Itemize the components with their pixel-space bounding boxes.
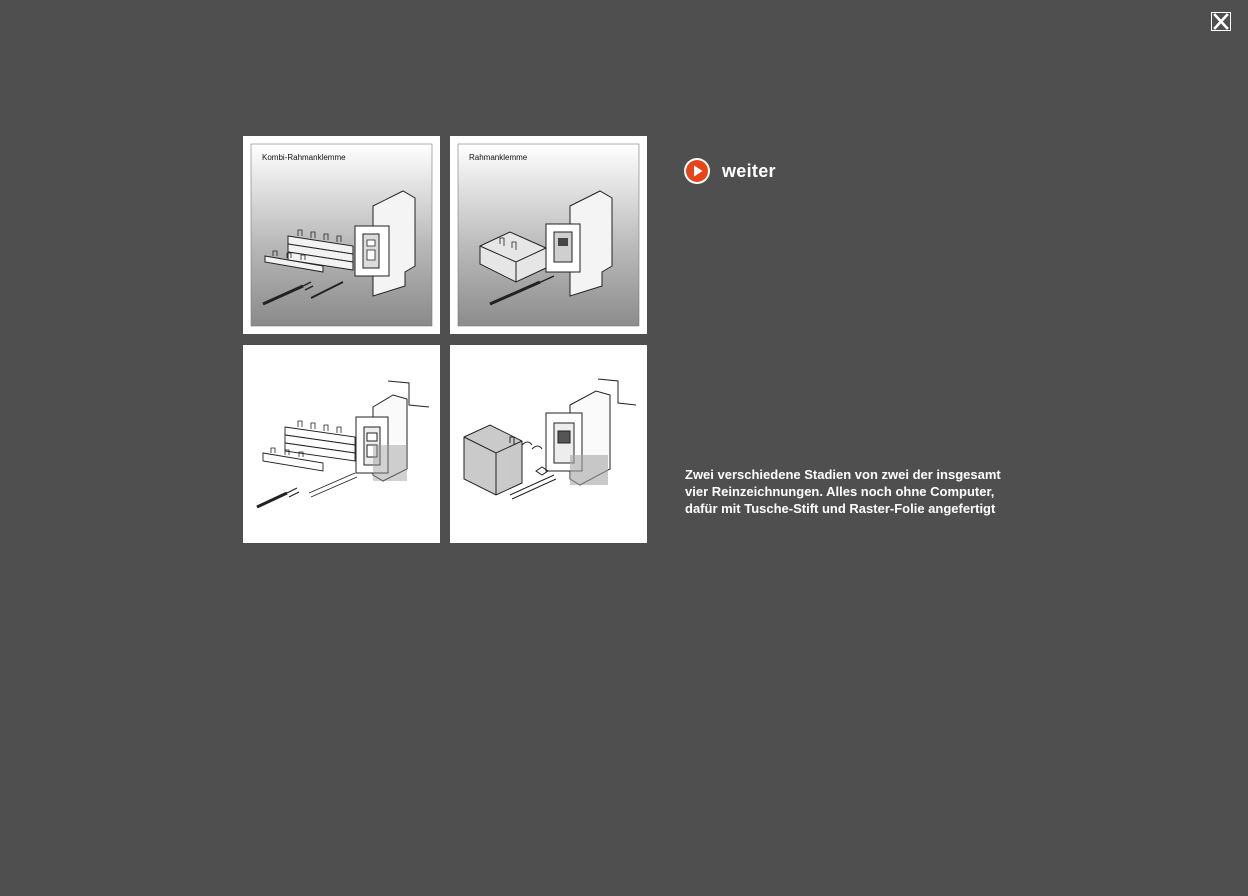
play-arrow-circle-icon	[683, 157, 711, 185]
next-link[interactable]	[683, 157, 776, 185]
tile-label-rahmen: Rahmanklemme	[469, 153, 528, 162]
kombi-line-drawing	[243, 345, 440, 543]
close-button[interactable]	[1211, 12, 1231, 31]
rahmen-line-drawing	[450, 345, 647, 543]
tile-label-kombi: Kombi-Rahmanklemme	[262, 153, 346, 162]
next-label[interactable]: weiter	[722, 160, 776, 181]
illustration-tile-rahmen-shaded[interactable]	[450, 136, 647, 334]
illustration-tile-kombi-shaded[interactable]	[243, 136, 440, 334]
rahmenklemme-drawing	[450, 136, 647, 334]
illustration-tile-rahmen-line[interactable]	[450, 345, 647, 543]
close-icon	[1212, 13, 1230, 30]
illustration-tile-kombi-line[interactable]	[243, 345, 440, 543]
image-caption: Zwei verschiedene Stadien von zwei der insgesamt vier Reinzeichnungen. Alles noch ohne Computer, dafür mit Tusche-Stift und Raster-Folie angefertigt	[685, 467, 1001, 516]
kombi-rahmenklemme-drawing	[243, 136, 440, 334]
